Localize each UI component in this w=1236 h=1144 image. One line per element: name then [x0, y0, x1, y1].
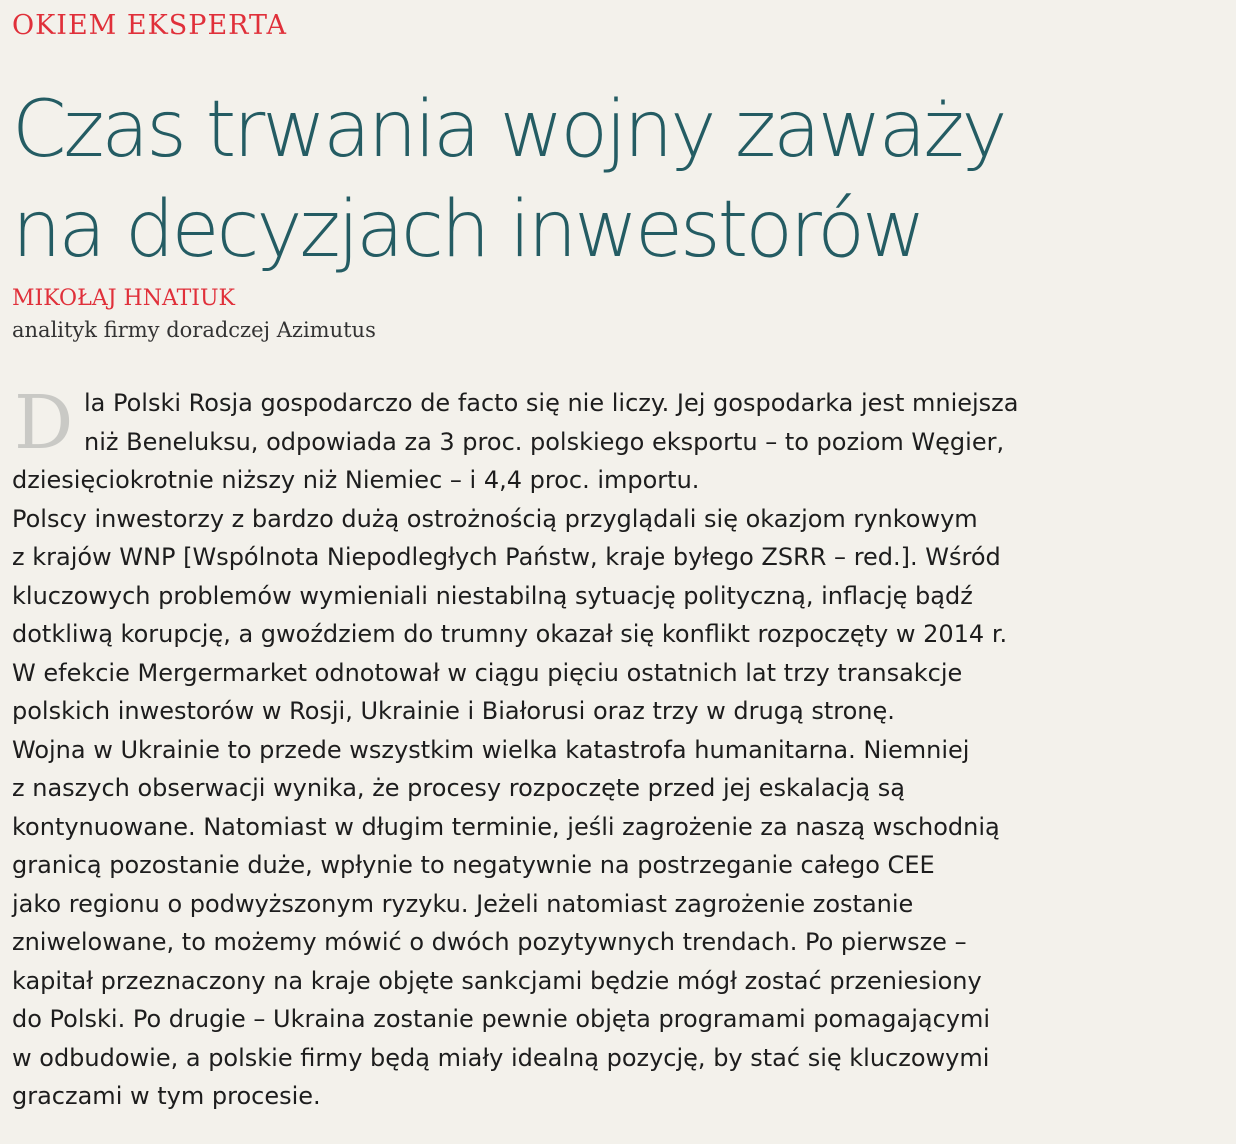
body-line: granicą pozostanie duże, wpłynie to negatywnie na postrzeganie całego CEE [12, 851, 935, 879]
body-line: Polscy inwestorzy z bardzo dużą ostrożnością przyglądali się okazjom rynkowym [12, 504, 978, 533]
body-line: z krajów WNP [Wspólnota Niepodległych Państw, kraje byłego ZSRR – red.]. Wśród [12, 543, 1001, 571]
body-line: z naszych obserwacji wynika, że procesy rozpoczęte przed jej eskalacją są [12, 774, 905, 802]
body-line: W efekcie Mergermarket odnotował w ciągu pięciu ostatnich lat trzy transakcje [12, 658, 963, 687]
body-line: graczami w tym procesie. [12, 1082, 321, 1110]
body-line: zniwelowane, to możemy mówić o dwóch pozytywnych trendach. Po pierwsze – [12, 928, 967, 956]
body-line: kluczowych problemów wymieniali niestabilną sytuację polityczną, inflację bądź [12, 581, 973, 610]
body-line: kapitał przeznaczony na kraje objęte sankcjami będzie mógł zostać przeniesiony [12, 966, 982, 995]
body-line: polskich inwestorów w Rosji, Ukrainie i Białorusi oraz trzy w drugą stronę. [12, 697, 895, 725]
body-line: dziesięciokrotnie niższy niż Niemiec – i 4,4 proc. importu. [12, 466, 700, 494]
body-line: kontynuowane. Natomiast w długim terminie, jeśli zagrożenie za naszą wschodnią [12, 812, 1000, 841]
author-role: analityk firmy doradczej Azimutus [12, 318, 376, 342]
drop-cap: D [14, 380, 74, 466]
body-line: do Polski. Po drugie – Ukraina zostanie pewnie objęta programami pomagającymi [12, 1005, 991, 1033]
body-line: jako regionu o podwyższonym ryzyku. Jeżeli natomiast zagrożenie zostanie [12, 889, 914, 918]
body-line: la Polski Rosja gospodarczo de facto się nie liczy. Jej gospodarka jest mniejsza [84, 389, 1019, 417]
author-name: MIKOŁAJ HNATIUK [12, 286, 235, 311]
body-line: dotkliwą korupcję, a gwoździem do trumny okazał się konflikt rozpoczęty w 2014 r. [12, 620, 1008, 648]
section-label: OKIEM EKSPERTA [12, 10, 288, 41]
headline-line-1: Czas trwania wojny zaważy [12, 85, 1005, 175]
article-body [12, 380, 1224, 1116]
headline [12, 80, 1212, 280]
body-line: Wojna w Ukrainie to przede wszystkim wielka katastrofa humanitarna. Niemniej [12, 735, 970, 764]
body-line: w odbudowie, a polskie firmy będą miały idealną pozycję, by stać się kluczowymi [12, 1043, 990, 1072]
body-line: niż Beneluksu, odpowiada za 3 proc. polskiego eksportu – to poziom Węgier, [84, 427, 1005, 456]
headline-line-2: na decyzjach inwestorów [12, 185, 923, 275]
